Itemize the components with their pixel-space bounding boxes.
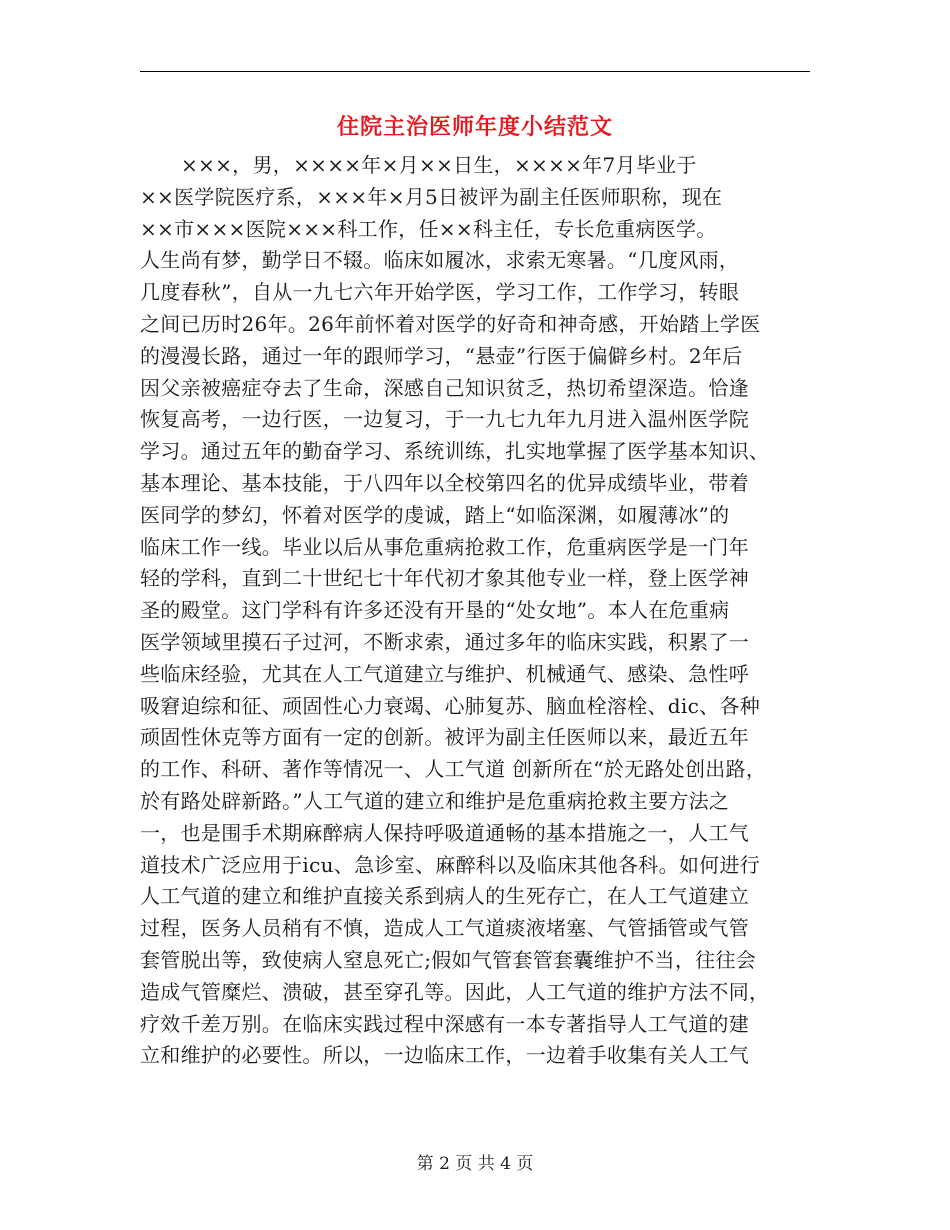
body-line: 基本理论、基本技能，于八四年以全校第四名的优异成绩毕业，带着 <box>140 470 749 495</box>
body-line: 医学领域里摸石子过河，不断求索，通过多年的临床实践，积累了一 <box>140 629 749 654</box>
body-line: ××医学院医疗系，×××年×月5日被评为副主任医师职称，现在 <box>140 184 723 209</box>
body-line: 过程，医务人员稍有不慎，造成人工气道痰液堵塞、气管插管或气管 <box>140 916 749 941</box>
body-line: 因父亲被癌症夺去了生命，深感自己知识贫乏，热切希望深造。恰逢 <box>140 375 749 400</box>
page-footer: 第 2 页 共 4 页 <box>416 1154 534 1174</box>
body-line: 几度春秋”，自从一九七六年开始学医，学习工作，工作学习，转眼 <box>140 280 740 305</box>
header-rule <box>140 71 810 72</box>
body-line: 人生尚有梦，勤学日不辍。临床如履冰，求索无寒暑。“几度风雨， <box>140 248 740 273</box>
body-line: 造成气管糜烂、溃破，甚至穿孔等。因此，人工气道的维护方法不同， <box>140 979 770 1004</box>
body-line: 医同学的梦幻，怀着对医学的虔诚，踏上“如临深渊，如履薄冰”的 <box>140 502 730 527</box>
body-line: 的漫漫长路，通过一年的跟师学习，“悬壶”行医于偏僻乡村。2年后 <box>140 343 743 368</box>
body-line: 顽固性休克等方面有一定的创新。被评为副主任医师以来，最近五年 <box>140 725 749 750</box>
body-line: 之间已历时26年。26年前怀着对医学的好奇和神奇感，开始踏上学医 <box>140 311 761 336</box>
body-line: 学习。通过五年的勤奋学习、系统训练，扎实地掌握了医学基本知识、 <box>140 439 770 464</box>
document-title: 住院主治医师年度小结范文 <box>336 114 613 140</box>
document-body <box>140 150 820 1072</box>
body-line: 圣的殿堂。这门学科有许多还没有开垦的“处女地”。本人在危重病 <box>140 598 730 623</box>
body-line: 套管脱出等，致使病人窒息死亡;假如气管套管套囊维护不当，往往会 <box>140 947 757 972</box>
body-line: 道技术广泛应用于icu、急诊室、麻醉科以及临床其他各科。如何进行 <box>140 852 761 877</box>
body-line: 立和维护的必要性。所以，一边临床工作，一边着手收集有关人工气 <box>140 1043 749 1068</box>
body-line: 吸窘迫综和征、顽固性心力衰竭、心肺复苏、脑血栓溶栓、dic、各种 <box>140 693 760 718</box>
body-line: ××市×××医院×××科工作，任××科主任，专长危重病医学。 <box>140 216 717 241</box>
body-line: 临床工作一线。毕业以后从事危重病抢救工作，危重病医学是一门年 <box>140 534 749 559</box>
body-line: 一，也是围手术期麻醉病人保持呼吸道通畅的基本措施之一，人工气 <box>140 820 749 845</box>
body-line: 轻的学科，直到二十世纪七十年代初才象其他专业一样，登上医学神 <box>140 566 749 591</box>
body-line: 的工作、科研、著作等情况一、人工气道 创新所在“於无路处创出路， <box>140 757 767 782</box>
body-line: 人工气道的建立和维护直接关系到病人的生死存亡，在人工气道建立 <box>140 884 749 909</box>
body-line: 疗效千差万别。在临床实践过程中深感有一本专著指导人工气道的建 <box>140 1011 749 1036</box>
body-line: 些临床经验，尤其在人工气道建立与维护、机械通气、感染、急性呼 <box>140 661 749 686</box>
body-line: ×××，男，××××年×月××日生，××××年7月毕业于 <box>181 153 697 177</box>
body-line: 恢复高考，一边行医，一边复习，于一九七九年九月进入温州医学院 <box>140 407 749 432</box>
body-line: 於有路处辟新路。”人工气道的建立和维护是危重病抢救主要方法之 <box>140 788 730 813</box>
